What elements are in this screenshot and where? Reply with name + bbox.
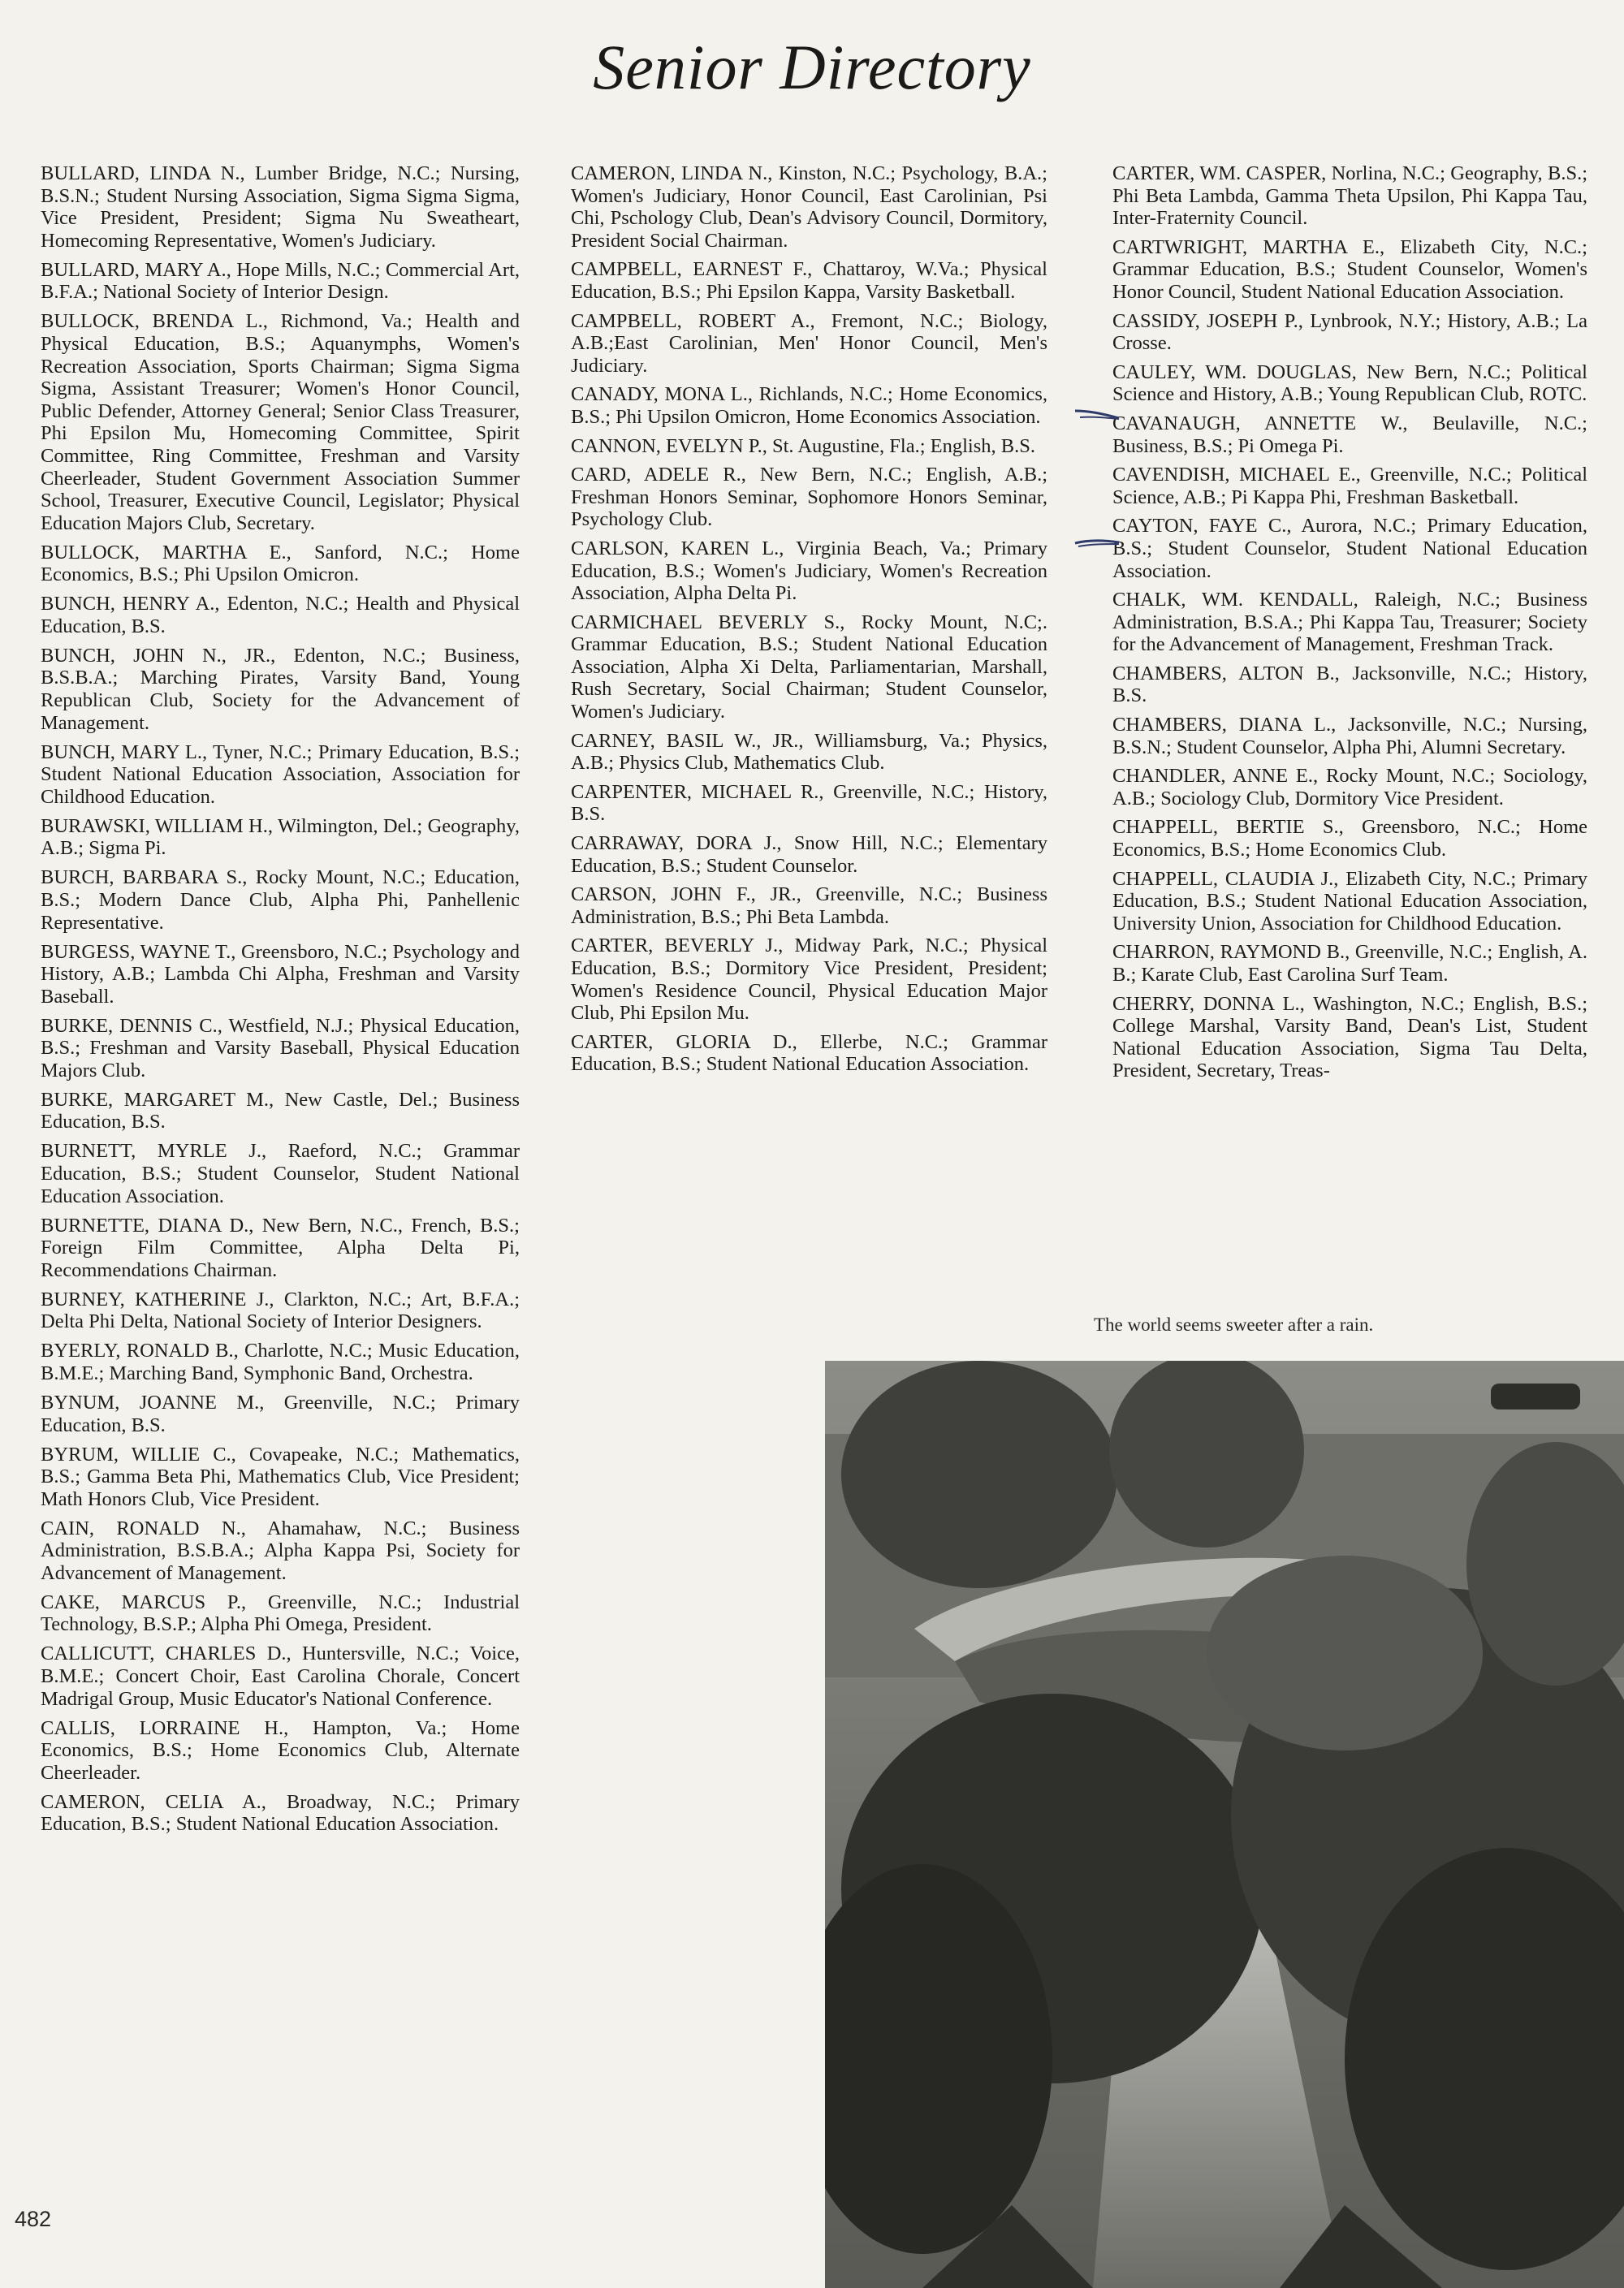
directory-entry: CALLIS, LORRAINE H., Hampton, Va.; Home Economics, B.S.; Home Economics Club, Alternate Cheerleader. <box>41 1716 520 1784</box>
directory-entry: BYERLY, RONALD B., Charlotte, N.C.; Music Education, B.M.E.; Marching Band, Symphonic Band, Orchestra. <box>41 1340 520 1384</box>
directory-entry: BURKE, DENNIS C., Westfield, N.J.; Physical Education, B.S.; Freshman and Varsity Baseball, Physical Education Majors Club. <box>41 1014 520 1081</box>
directory-entry: CAMERON, LINDA N., Kinston, N.C.; Psychology, B.A.; Women's Judiciary, Honor Council, East Carolinian, Psi Chi, Pschology Club, Dean's Advisory Council, Dormitory, President Social Chairman. <box>571 162 1047 252</box>
directory-entry: CHAPPELL, CLAUDIA J., Elizabeth City, N.C.; Primary Education, B.S.; Student National Education Association, University Union, Association for Childhood Education. <box>1112 867 1587 935</box>
directory-entry: CARRAWAY, DORA J., Snow Hill, N.C.; Elementary Education, B.S.; Student Counselor. <box>571 832 1047 877</box>
directory-entry: CARTER, GLORIA D., Ellerbe, N.C.; Grammar Education, B.S.; Student National Education Association. <box>571 1030 1047 1076</box>
pen-mark-icon <box>1073 533 1122 553</box>
directory-entry: BYNUM, JOANNE M., Greenville, N.C.; Primary Education, B.S. <box>41 1391 520 1436</box>
directory-entry: CARSON, JOHN F., JR., Greenville, N.C.; Business Administration, B.S.; Phi Beta Lambda. <box>571 883 1047 928</box>
directory-column-3 <box>1112 162 1587 1089</box>
directory-entry: CAMERON, CELIA A., Broadway, N.C.; Primary Education, B.S.; Student National Education Association. <box>41 1790 520 1836</box>
photo-caption: The world seems sweeter after a rain. <box>1094 1315 1374 1335</box>
directory-entry: BUNCH, JOHN N., JR., Edenton, N.C.; Business, B.S.B.A.; Marching Pirates, Varsity Band, Young Republican Club, Society for the Advancement of Management. <box>41 644 520 734</box>
directory-entry: CAYTON, FAYE C., Aurora, N.C.; Primary Education, B.S.; Student Counselor, Student National Education Association. <box>1112 515 1587 582</box>
directory-entry: BULLARD, MARY A., Hope Mills, N.C.; Commercial Art, B.F.A.; National Society of Interior Design. <box>41 258 520 304</box>
directory-entry: CHARRON, RAYMOND B., Greenville, N.C.; English, A. B.; Karate Club, East Carolina Surf Team. <box>1112 941 1587 986</box>
directory-entry: CHAMBERS, ALTON B., Jacksonville, N.C.; History, B.S. <box>1112 662 1587 707</box>
pen-mark-icon <box>1073 406 1122 427</box>
directory-entry: CHALK, WM. KENDALL, Raleigh, N.C.; Business Administration, B.S.A.; Phi Kappa Tau, Treasurer; Society for the Advancement of Management, Freshman Track. <box>1112 589 1587 656</box>
directory-column-2 <box>571 162 1047 1082</box>
directory-entry: CHAPPELL, BERTIE S., Greensboro, N.C.; Home Economics, B.S.; Home Economics Club. <box>1112 816 1587 861</box>
directory-entry: CHAMBERS, DIANA L., Jacksonville, N.C.; Nursing, B.S.N.; Student Counselor, Alpha Phi, Alumni Secretary. <box>1112 714 1587 758</box>
directory-entry: BYRUM, WILLIE C., Covapeake, N.C.; Mathematics, B.S.; Gamma Beta Phi, Mathematics Club, Vice President; Math Honors Club, Vice President. <box>41 1443 520 1510</box>
directory-entry: BURNETTE, DIANA D., New Bern, N.C., French, B.S.; Foreign Film Committee, Alpha Delta Pi, Recommendations Chairman. <box>41 1214 520 1281</box>
directory-entry: BULLARD, LINDA N., Lumber Bridge, N.C.; Nursing, B.S.N.; Student Nursing Association, Sigma Sigma Sigma, Vice President, President; Sigma Nu Sweatheart, Homecoming Representative, Women's Judiciary. <box>41 162 520 252</box>
directory-entry: CAMPBELL, EARNEST F., Chattaroy, W.Va.; Physical Education, B.S.; Phi Epsilon Kappa, Varsity Basketball. <box>571 258 1047 303</box>
directory-entry: CARD, ADELE R., New Bern, N.C.; English, A.B.; Freshman Honors Seminar, Sophomore Honors Seminar, Psychology Club. <box>571 464 1047 531</box>
directory-entry: CAVENDISH, MICHAEL E., Greenville, N.C.; Political Science, A.B.; Pi Kappa Phi, Freshman Basketball. <box>1112 464 1587 508</box>
directory-column-1 <box>41 162 520 1842</box>
directory-entry: BULLOCK, BRENDA L., Richmond, Va.; Health and Physical Education, B.S.; Aquanymphs, Women's Recreation Association, Sports Chairman; Sigma Sigma Sigma, Assistant Treasurer; Women's Honor Council, Public Defender, Attorney General; Senior Class Treasurer, Phi Epsilon Mu, Homecoming Committee, Spirit Committee, Ring Committee, Freshman and Varsity Cheerleader, Student Government Association Summer School, Treasurer, Executive Council, Legislator; Physical Education Majors Club, Secretary. <box>41 310 520 534</box>
directory-entry: CAMPBELL, ROBERT A., Fremont, N.C.; Biology, A.B.;East Carolinian, Men' Honor Council, Men's Judiciary. <box>571 309 1047 377</box>
directory-entry: CARTER, WM. CASPER, Norlina, N.C.; Geography, B.S.; Phi Beta Lambda, Gamma Theta Upsilon, Phi Kappa Tau, Inter-Fraternity Council. <box>1112 162 1587 230</box>
directory-entry: CARTWRIGHT, MARTHA E., Elizabeth City, N.C.; Grammar Education, B.S.; Student Counselor, Women's Honor Council, Student National Education Association. <box>1112 235 1587 303</box>
directory-entry: BURGESS, WAYNE T., Greensboro, N.C.; Psychology and History, A.B.; Lambda Chi Alpha, Freshman and Varsity Baseball. <box>41 940 520 1008</box>
directory-entry: CHANDLER, ANNE E., Rocky Mount, N.C.; Sociology, A.B.; Sociology Club, Dormitory Vice President. <box>1112 765 1587 809</box>
directory-entry: CANNON, EVELYN P., St. Augustine, Fla.; English, B.S. <box>571 434 1035 457</box>
directory-entry: CALLICUTT, CHARLES D., Huntersville, N.C.; Voice, B.M.E.; Concert Choir, East Carolina Chorale, Concert Madrigal Group, Music Educator's National Conference. <box>41 1643 520 1710</box>
page-number: 482 <box>15 2207 52 2231</box>
directory-entry: CARNEY, BASIL W., JR., Williamsburg, Va.; Physics, A.B.; Physics Club, Mathematics Club. <box>571 729 1047 775</box>
directory-entry: BULLOCK, MARTHA E., Sanford, N.C.; Home Economics, B.S.; Phi Upsilon Omicron. <box>41 541 520 586</box>
directory-entry: CAVANAUGH, ANNETTE W., Beulaville, N.C.; Business, B.S.; Pi Omega Pi. <box>1112 412 1587 457</box>
directory-entry: BURCH, BARBARA S., Rocky Mount, N.C.; Education, B.S.; Modern Dance Club, Alpha Phi, Panhellenic Representative. <box>41 866 520 934</box>
directory-entry: CARTER, BEVERLY J., Midway Park, N.C.; Physical Education, B.S.; Dormitory Vice President, President; Women's Residence Council, Physical Education Major Club, Phi Epsilon Mu. <box>571 935 1047 1025</box>
directory-entry: BURKE, MARGARET M., New Castle, Del.; Business Education, B.S. <box>41 1088 520 1133</box>
directory-entry: CAULEY, WM. DOUGLAS, New Bern, N.C.; Political Science and History, A.B.; Young Republican Club, ROTC. <box>1112 360 1587 406</box>
directory-entry: CARLSON, KAREN L., Virginia Beach, Va.; Primary Education, B.S.; Women's Judiciary, Women's Recreation Association, Alpha Delta Pi. <box>571 537 1047 605</box>
directory-entry: CARMICHAEL BEVERLY S., Rocky Mount, N.C;. Grammar Education, B.S.; Student National Education Association, Alpha Xi Delta, Parliamentarian, Marshall, Rush Secretary, Social Chairman; Student Counselor, Women's Judiciary. <box>571 611 1047 723</box>
directory-entry: CARPENTER, MICHAEL R., Greenville, N.C.; History, B.S. <box>571 780 1047 826</box>
directory-entry: CAIN, RONALD N., Ahamahaw, N.C.; Business Administration, B.S.B.A.; Alpha Kappa Psi, Society for Advancement of Management. <box>41 1517 520 1584</box>
directory-entry: BUNCH, MARY L., Tyner, N.C.; Primary Education, B.S.; Student National Education Association, Association for Childhood Education. <box>41 740 520 808</box>
directory-entry: CHERRY, DONNA L., Washington, N.C.; English, B.S.; College Marshal, Varsity Band, Dean's List, Student National Education Association, Sigma Tau Delta, President, Secretary, Treas- <box>1112 992 1587 1082</box>
directory-entry: CASSIDY, JOSEPH P., Lynbrook, N.Y.; History, A.B.; La Crosse. <box>1112 309 1587 355</box>
directory-entry: BURAWSKI, WILLIAM H., Wilmington, Del.; Geography, A.B.; Sigma Pi. <box>41 814 520 860</box>
directory-entry: CAKE, MARCUS P., Greenville, N.C.; Industrial Technology, B.S.P.; Alpha Phi Omega, President. <box>41 1591 520 1636</box>
campus-photo <box>825 1361 1624 2288</box>
directory-entry: BURNEY, KATHERINE J., Clarkton, N.C.; Art, B.F.A.; Delta Phi Delta, National Society of Interior Designers. <box>41 1288 520 1333</box>
directory-entry: BUNCH, HENRY A., Edenton, N.C.; Health and Physical Education, B.S. <box>41 593 520 637</box>
directory-entry: CANADY, MONA L., Richlands, N.C.; Home Economics, B.S.; Phi Upsilon Omicron, Home Economics Association. <box>571 383 1047 428</box>
directory-entry: BURNETT, MYRLE J., Raeford, N.C.; Grammar Education, B.S.; Student Counselor, Student National Education Association. <box>41 1140 520 1207</box>
page-title: Senior Directory <box>593 32 1031 102</box>
